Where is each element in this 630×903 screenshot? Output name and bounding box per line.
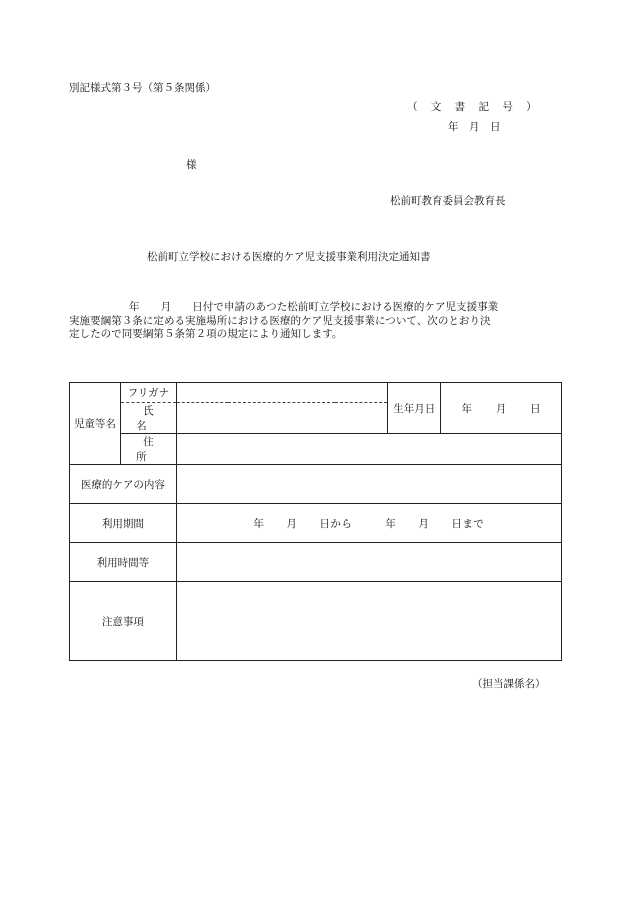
form-number: 別記様式第３号（第５条関係） [69,82,216,94]
hours-label: 利用時間等 [70,543,177,582]
child-label: 児童等名 [70,383,121,465]
document-number: （ 文 書 記 号 ） [407,101,539,113]
hours-field[interactable] [176,543,561,582]
address-label: 住所 [120,434,176,465]
body-line-3: 定したので同要綱第５条第２項の規定により通知します。 [69,328,343,340]
body-line-1: 年 月 日付で申請のあつた松前町立学校における医療的ケア児支援事業 [129,301,499,313]
notes-field[interactable] [176,582,561,661]
furigana-field[interactable] [176,383,387,403]
addressee-honorific: 様 [186,159,197,171]
dob-label: 生年月日 [388,383,441,434]
period-field[interactable]: 年 月 日から 年 月 日まで [176,504,561,543]
notes-label: 注意事項 [70,582,177,661]
issue-date: 年 月 日 [448,121,501,133]
body-line-2: 実施要綱第３条に定める実施場所における医療的ケア児支援事業について、次のとおり決 [69,314,491,327]
decision-table [69,382,562,661]
dob-field[interactable]: 年 月 日 [441,383,562,434]
address-field[interactable] [176,434,561,465]
furigana-label: フリガナ [120,383,176,403]
name-field[interactable] [176,403,387,434]
issuer-name: 松前町教育委員会教育長 [390,195,506,207]
notice-body [69,301,559,342]
care-field[interactable] [176,465,561,504]
period-label: 利用期間 [70,504,177,543]
care-label: 医療的ケアの内容 [70,465,177,504]
document-title: 松前町立学校における医療的ケア児支援事業利用決定通知書 [147,251,431,263]
department-name: （担当課係名） [472,678,546,690]
name-label: 氏名 [120,403,176,434]
